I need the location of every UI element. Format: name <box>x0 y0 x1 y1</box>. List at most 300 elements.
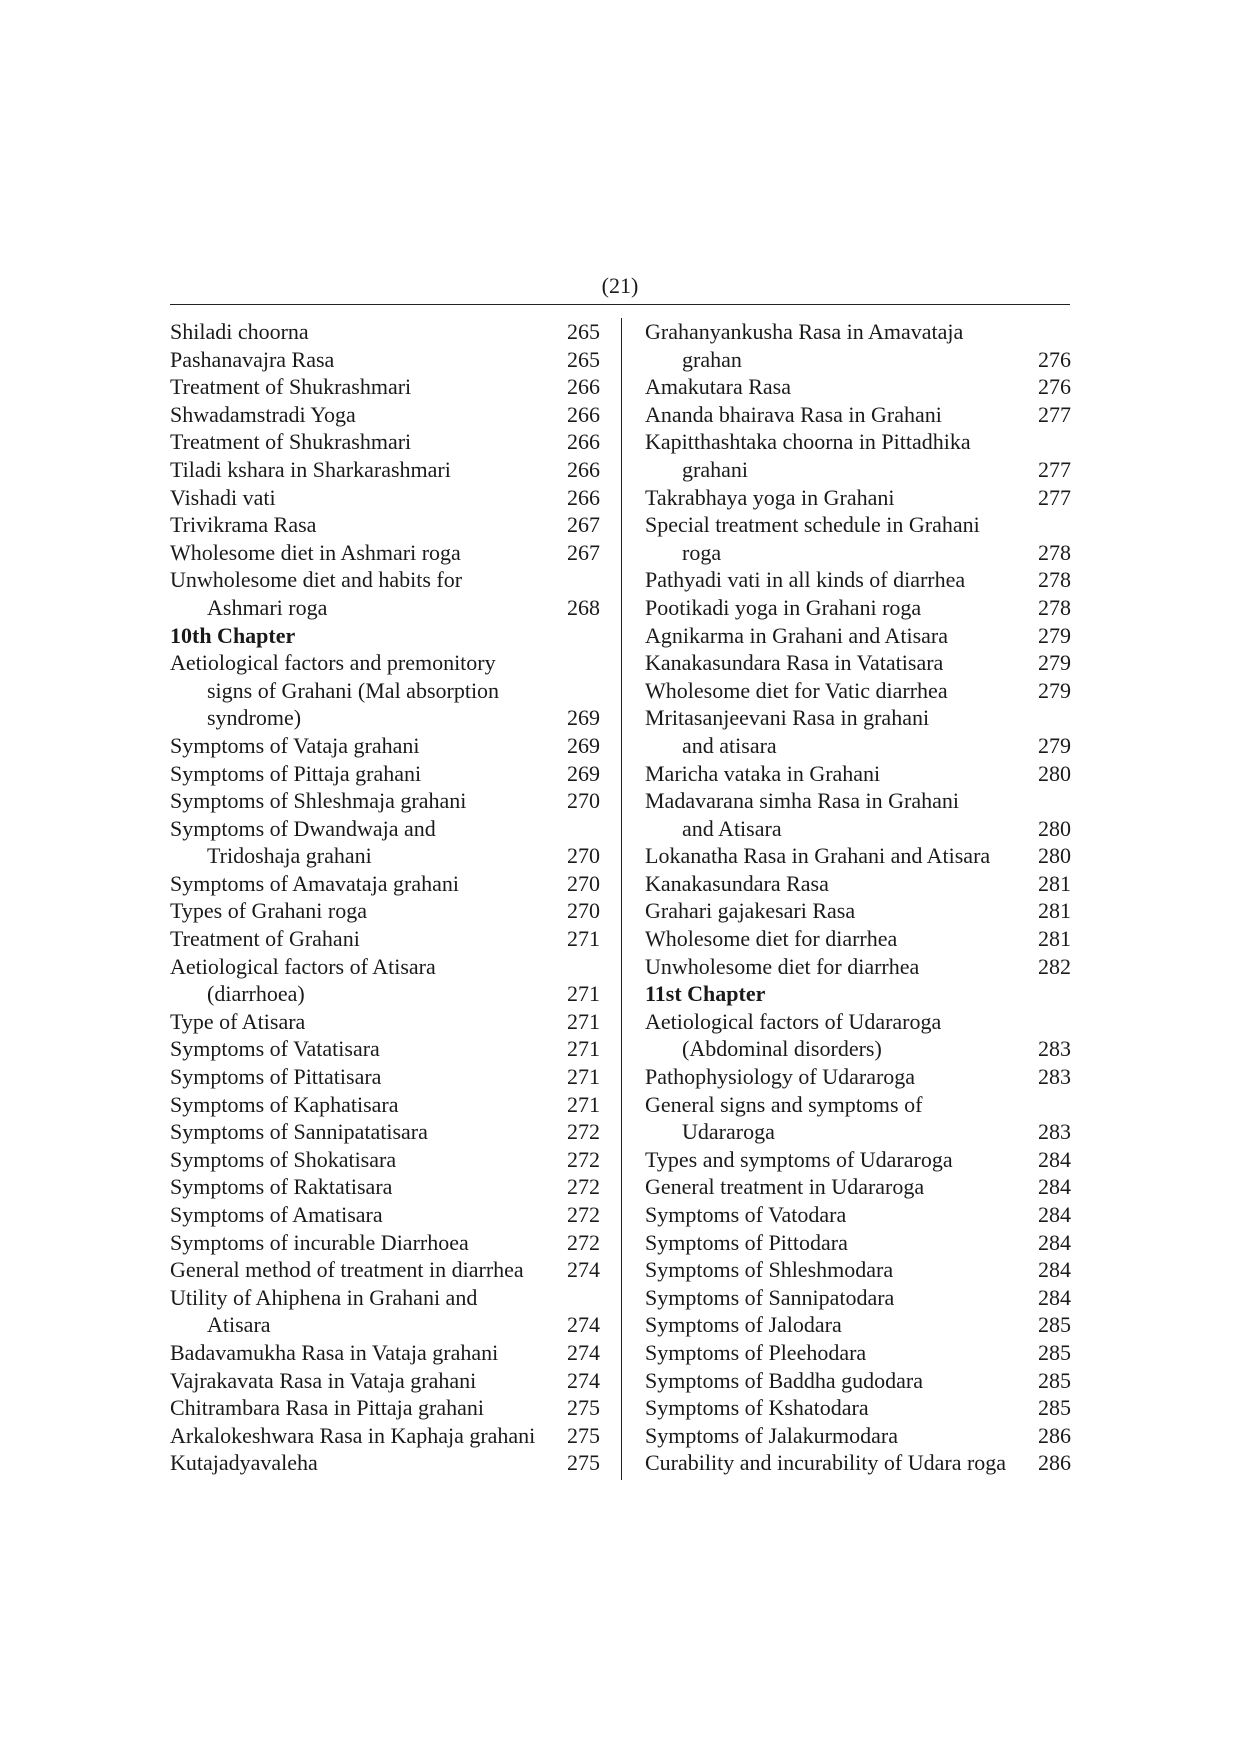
toc-entry-title <box>645 1201 1038 1229</box>
toc-entry <box>170 1339 600 1367</box>
toc-entry-title <box>645 1256 1038 1284</box>
toc-entry-line: Symptoms of Pleehodara <box>645 1339 867 1365</box>
toc-entry-line: Ananda bhairava Rasa in Grahani <box>645 401 942 427</box>
toc-entry-line: syndrome) <box>207 705 302 731</box>
toc-entry <box>645 428 1071 483</box>
toc-entry-line: Ashmari roga <box>207 594 328 620</box>
toc-entry-page: 285 <box>1038 1395 1071 1421</box>
page-number: (21) <box>601 273 639 298</box>
toc-entry-title <box>645 1173 1038 1201</box>
toc-entry-page: 279 <box>1038 677 1071 703</box>
toc-entry-page: 271 <box>567 926 600 952</box>
toc-entry-title <box>645 1063 1038 1091</box>
toc-entry <box>170 732 600 760</box>
toc-entry-line: Aetiological factors and premonitory <box>170 650 496 676</box>
toc-entry-title <box>645 566 1038 594</box>
toc-entry-line: Kapitthashtaka choorna in Pittadhika <box>645 429 971 455</box>
toc-entry-page: 284 <box>1038 1174 1071 1200</box>
toc-entry <box>170 760 600 788</box>
toc-entry-line: Vajrakavata Rasa in Vataja grahani <box>170 1367 477 1393</box>
toc-entry-title <box>170 1008 567 1036</box>
toc-entry-title <box>645 787 1038 842</box>
toc-entry <box>645 953 1071 981</box>
toc-entry <box>645 594 1071 622</box>
toc-entry <box>170 1173 600 1201</box>
toc-right-column <box>645 318 1071 1477</box>
toc-left-column <box>170 318 600 1477</box>
toc-entry-title <box>170 897 567 925</box>
toc-entry-title <box>170 787 567 815</box>
toc-entry-line: Atisara <box>207 1312 271 1338</box>
toc-entry-page: 286 <box>1038 1422 1071 1448</box>
toc-entry-line: Types of Grahani roga <box>170 898 368 924</box>
toc-entry-line: (Abdominal disorders) <box>682 1036 882 1062</box>
toc-entry-title <box>170 456 567 484</box>
toc-entry-line: Shwadamstradi Yoga <box>170 401 356 427</box>
toc-entry <box>645 760 1071 788</box>
toc-entry-title <box>645 1422 1038 1450</box>
toc-entry-title <box>645 511 1038 566</box>
toc-entry-title <box>645 870 1038 898</box>
toc-entry-line: Symptoms of Sannipatatisara <box>170 1119 428 1145</box>
toc-entry-line: Trivikrama Rasa <box>170 512 317 538</box>
toc-entry <box>170 456 600 484</box>
toc-entry-title <box>170 1449 567 1477</box>
toc-entry-title <box>645 953 1038 981</box>
toc-entry-page: 281 <box>1038 898 1071 924</box>
toc-entry <box>645 1394 1071 1422</box>
toc-entry-line: Symptoms of Shleshmodara <box>645 1257 894 1283</box>
toc-entry-page: 283 <box>1038 1064 1071 1090</box>
toc-entry-page: 269 <box>567 732 600 758</box>
toc-entry-line: 10th Chapter <box>170 622 296 648</box>
toc-entry <box>170 1229 600 1257</box>
toc-entry-page: 282 <box>1038 953 1071 979</box>
toc-entry <box>170 484 600 512</box>
toc-entry-page: 278 <box>1038 594 1071 620</box>
toc-entry <box>645 484 1071 512</box>
toc-entry-page: 278 <box>1038 539 1071 565</box>
toc-entry-page: 271 <box>567 1064 600 1090</box>
toc-entry-title <box>645 594 1038 622</box>
toc-entry-title <box>645 677 1038 705</box>
toc-entry-line: Special treatment schedule in Grahani <box>645 512 980 538</box>
toc-entry <box>170 1394 600 1422</box>
toc-entry <box>170 539 600 567</box>
toc-entry-line: Kanakasundara Rasa <box>645 870 829 896</box>
toc-entry-line: Symptoms of Kshatodara <box>645 1395 869 1421</box>
toc-entry-line: Symptoms of Kaphatisara <box>170 1091 399 1117</box>
toc-entry-page: 274 <box>567 1339 600 1365</box>
toc-entry-page: 267 <box>567 512 600 538</box>
toc-entry <box>170 401 600 429</box>
toc-entry-line: and atisara <box>682 732 777 758</box>
toc-entry-page: 280 <box>1038 843 1071 869</box>
toc-entry-page: 285 <box>1038 1339 1071 1365</box>
toc-entry <box>170 953 600 1008</box>
toc-entry-title <box>170 1035 567 1063</box>
toc-entry-title <box>170 1229 567 1257</box>
toc-entry-title <box>170 539 567 567</box>
toc-entry-line: Symptoms of Amatisara <box>170 1202 383 1227</box>
toc-entry-title <box>645 484 1038 512</box>
toc-entry-page: 283 <box>1038 1036 1071 1062</box>
toc-entry <box>645 677 1071 705</box>
toc-entry-line: roga <box>682 539 722 565</box>
toc-entry-page: 284 <box>1038 1229 1071 1255</box>
toc-entry <box>170 346 600 374</box>
toc-entry-line: Type of Atisara <box>170 1008 306 1034</box>
toc-entry <box>645 1146 1071 1174</box>
toc-entry-line: (diarrhoea) <box>207 981 305 1007</box>
toc-entry <box>170 787 600 815</box>
toc-entry <box>645 318 1071 373</box>
toc-entry-page: 265 <box>567 346 600 372</box>
toc-entry-title <box>645 842 1038 870</box>
toc-entry-line: Symptoms of Vatodara <box>645 1202 847 1227</box>
toc-entry-line: Pathyadi vati in all kinds of diarrhea <box>645 567 966 593</box>
toc-entry <box>645 511 1071 566</box>
toc-entry-page: 284 <box>1038 1146 1071 1172</box>
toc-entry-page: 270 <box>567 870 600 896</box>
toc-entry-line: Lokanatha Rasa in Grahani and Atisara <box>645 843 991 869</box>
toc-entry <box>645 1091 1071 1146</box>
toc-entry-title <box>170 1339 567 1367</box>
toc-entry-line: General treatment in Udararoga <box>645 1174 925 1200</box>
toc-entry-line: grahani <box>682 456 748 482</box>
toc-entry <box>170 1035 600 1063</box>
toc-entry-line: Pootikadi yoga in Grahani roga <box>645 594 922 620</box>
toc-entry-page: 270 <box>567 788 600 814</box>
toc-entry-page: 279 <box>1038 622 1071 648</box>
toc-entry-line: Symptoms of Vatatisara <box>170 1036 380 1062</box>
toc-entry <box>170 897 600 925</box>
toc-entry-line: Kutajadyavaleha <box>170 1450 318 1476</box>
toc-entry-title <box>170 511 567 539</box>
toc-entry-line: and Atisara <box>682 815 782 841</box>
toc-entry-line: Unwholesome diet for diarrhea <box>645 953 920 979</box>
toc-entry-page: 279 <box>1038 732 1071 758</box>
toc-entry-title <box>170 1063 567 1091</box>
toc-entry-page: 274 <box>567 1312 600 1338</box>
toc-entry-title <box>645 760 1038 788</box>
toc-entry <box>645 1256 1071 1284</box>
toc-entry-title <box>170 925 567 953</box>
toc-entry-line: Symptoms of Dwandwaja and <box>170 815 436 841</box>
toc-entry-line: Pathophysiology of Udararoga <box>645 1064 916 1090</box>
toc-entry-line: Tiladi kshara in Sharkarashmari <box>170 456 451 482</box>
toc-entry-page: 272 <box>567 1202 600 1227</box>
toc-entry-title <box>645 622 1038 650</box>
toc-entry-page: 266 <box>567 484 600 510</box>
toc-entry-title <box>170 953 567 1008</box>
toc-entry-page: 267 <box>567 539 600 565</box>
toc-entry-line: Amakutara Rasa <box>645 374 791 400</box>
toc-entry-page: 266 <box>567 401 600 427</box>
toc-entry-line: Tridoshaja grahani <box>207 843 372 869</box>
toc-entry <box>645 897 1071 925</box>
toc-entry <box>645 1311 1071 1339</box>
toc-entry-line: Symptoms of Jalakurmodara <box>645 1422 898 1448</box>
toc-entry <box>170 1091 600 1119</box>
toc-entry <box>645 1173 1071 1201</box>
toc-entry <box>645 1008 1071 1063</box>
toc-entry-title <box>170 815 567 870</box>
toc-entry-line: General method of treatment in diarrhea <box>170 1257 524 1283</box>
toc-entry-page: 270 <box>567 898 600 924</box>
toc-entry-page: 272 <box>567 1174 600 1200</box>
toc-entry-title <box>645 318 1038 373</box>
toc-entry-title <box>170 760 567 788</box>
toc-entry-title <box>170 1256 567 1284</box>
toc-entry-title <box>170 401 567 429</box>
toc-entry <box>170 428 600 456</box>
toc-entry-line: Aetiological factors of Udararoga <box>645 1008 942 1034</box>
toc-entry-page: 281 <box>1038 926 1071 952</box>
toc-entry <box>645 1367 1071 1395</box>
toc-entry-page: 275 <box>567 1422 600 1448</box>
toc-entry-line: Symptoms of Amavataja grahani <box>170 870 459 896</box>
toc-entry-line: Pashanavajra Rasa <box>170 346 335 372</box>
toc-entry-page: 284 <box>1038 1284 1071 1310</box>
toc-entry-title <box>170 649 567 732</box>
toc-entry-title <box>645 1394 1038 1422</box>
toc-entry-line: Udararoga <box>682 1119 775 1145</box>
toc-entry-page: 271 <box>567 1091 600 1117</box>
toc-entry-line: Utility of Ahiphena in Grahani and <box>170 1284 478 1310</box>
toc-entry-title <box>170 1201 567 1229</box>
toc-entry <box>645 1063 1071 1091</box>
toc-entry <box>645 1229 1071 1257</box>
toc-entry <box>170 1118 600 1146</box>
toc-entry <box>170 1146 600 1174</box>
toc-entry-title <box>645 1449 1038 1477</box>
toc-entry-page: 285 <box>1038 1312 1071 1338</box>
toc-entry-page: 286 <box>1038 1450 1071 1476</box>
toc-entry-line: Symptoms of Pittaja grahani <box>170 760 422 786</box>
toc-entry-line: Kanakasundara Rasa in Vatatisara <box>645 650 944 676</box>
toc-entry-title <box>170 1173 567 1201</box>
toc-entry-title <box>645 401 1038 429</box>
header-rule <box>170 304 1070 305</box>
toc-entry-title <box>170 1394 567 1422</box>
toc-entry <box>645 1449 1071 1477</box>
toc-entry-page: 270 <box>567 843 600 869</box>
toc-entry-line: 11st Chapter <box>645 981 766 1007</box>
toc-entry-title <box>645 1284 1038 1312</box>
toc-entry <box>170 1201 600 1229</box>
toc-entry-line: Symptoms of Pittodara <box>645 1229 848 1255</box>
toc-entry-line: Symptoms of incurable Diarrhoea <box>170 1229 469 1255</box>
toc-entry-line: Symptoms of Shleshmaja grahani <box>170 788 467 814</box>
toc-entry-line: Chitrambara Rasa in Pittaja grahani <box>170 1395 485 1421</box>
toc-entry-line: Arkalokeshwara Rasa in Kaphaja grahani <box>170 1422 536 1448</box>
toc-entry-page: 277 <box>1038 401 1071 427</box>
chapter-heading <box>170 622 600 650</box>
toc-entry-page: 279 <box>1038 650 1071 676</box>
toc-entry-page: 265 <box>567 319 600 344</box>
toc-entry-line: Agnikarma in Grahani and Atisara <box>645 622 949 648</box>
toc-entry-page: 268 <box>567 594 600 620</box>
toc-entry-title <box>645 428 1038 483</box>
toc-entry <box>170 1367 600 1395</box>
toc-entry-line: Aetiological factors of Atisara <box>170 953 436 979</box>
toc-entry-page: 280 <box>1038 815 1071 841</box>
toc-entry <box>645 870 1071 898</box>
toc-entry-page: 285 <box>1038 1367 1071 1393</box>
toc-entry <box>645 704 1071 759</box>
toc-entry <box>170 1256 600 1284</box>
toc-entry <box>170 373 600 401</box>
toc-entry <box>170 318 600 346</box>
toc-entry-page: 275 <box>567 1450 600 1476</box>
toc-entry-line: Badavamukha Rasa in Vataja grahani <box>170 1339 499 1365</box>
toc-entry-page: 266 <box>567 429 600 455</box>
toc-entry-title <box>170 1367 567 1395</box>
toc-entry-page: 272 <box>567 1146 600 1172</box>
toc-entry-title <box>645 649 1038 677</box>
toc-entry-title <box>645 1339 1038 1367</box>
toc-entry-title <box>645 1008 1038 1063</box>
toc-entry-line: Treatment of Shukrashmari <box>170 429 412 455</box>
toc-entry-page: 266 <box>567 374 600 400</box>
toc-entry <box>645 1339 1071 1367</box>
column-divider <box>621 318 622 1480</box>
toc-entry <box>170 1008 600 1036</box>
toc-entry <box>645 842 1071 870</box>
toc-entry-title <box>170 346 567 374</box>
toc-entry-line: Symptoms of Vataja grahani <box>170 732 420 758</box>
toc-entry-line: Treatment of Shukrashmari <box>170 374 412 400</box>
toc-entry-line: Symptoms of Jalodara <box>645 1312 842 1338</box>
toc-entry-page: 271 <box>567 1036 600 1062</box>
toc-entry-line: Symptoms of Baddha gudodara <box>645 1367 924 1393</box>
toc-entry-page: 269 <box>567 760 600 786</box>
toc-entry-line: Symptoms of Shokatisara <box>170 1146 397 1172</box>
toc-entry-title <box>645 1146 1038 1174</box>
toc-entry-page: 281 <box>1038 870 1071 896</box>
toc-entry-title <box>645 1091 1038 1146</box>
toc-entry-title <box>170 732 567 760</box>
toc-entry-line: Treatment of Grahani <box>170 926 360 952</box>
toc-entry-page: 284 <box>1038 1202 1071 1227</box>
toc-entry-line: Wholesome diet for diarrhea <box>645 926 898 952</box>
toc-entry-line: Types and symptoms of Udararoga <box>645 1146 953 1172</box>
toc-entry <box>645 566 1071 594</box>
toc-entry-title <box>645 373 1038 401</box>
toc-entry-title <box>645 1311 1038 1339</box>
toc-entry-page: 276 <box>1038 374 1071 400</box>
toc-entry-line: Shiladi choorna <box>170 319 309 344</box>
toc-entry-title <box>170 1146 567 1174</box>
toc-entry-page: 274 <box>567 1367 600 1393</box>
toc-entry-title <box>170 622 600 650</box>
toc-entry <box>170 815 600 870</box>
toc-entry-line: Symptoms of Pittatisara <box>170 1064 382 1090</box>
toc-entry-title <box>170 1284 567 1339</box>
toc-entry-page: 272 <box>567 1119 600 1145</box>
toc-entry <box>645 401 1071 429</box>
toc-entry-page: 280 <box>1038 760 1071 786</box>
toc-entry-page: 275 <box>567 1395 600 1421</box>
toc-entry-page: 284 <box>1038 1257 1071 1283</box>
toc-entry-title <box>645 980 1071 1008</box>
toc-entry-page: 277 <box>1038 456 1071 482</box>
toc-entry-title <box>645 704 1038 759</box>
toc-entry-line: Unwholesome diet and habits for <box>170 567 463 593</box>
toc-entry-line: Wholesome diet in Ashmari roga <box>170 539 461 565</box>
toc-entry <box>170 1422 600 1450</box>
toc-entry <box>645 622 1071 650</box>
toc-entry-line: Symptoms of Sannipatodara <box>645 1284 895 1310</box>
toc-entry-title <box>170 373 567 401</box>
toc-entry-title <box>170 1091 567 1119</box>
toc-entry <box>645 787 1071 842</box>
toc-entry-page: 277 <box>1038 484 1071 510</box>
toc-entry <box>170 511 600 539</box>
toc-entry-title <box>170 566 567 621</box>
toc-entry-page: 271 <box>567 981 600 1007</box>
toc-entry-line: Maricha vataka in Grahani <box>645 760 881 786</box>
toc-entry <box>645 1201 1071 1229</box>
toc-entry <box>170 1284 600 1339</box>
toc-entry-title <box>170 484 567 512</box>
toc-entry-title <box>645 925 1038 953</box>
toc-entry <box>170 649 600 732</box>
toc-entry-line: General signs and symptoms of <box>645 1091 923 1117</box>
toc-entry-title <box>170 318 567 346</box>
toc-entry-title <box>645 1367 1038 1395</box>
toc-entry-page: 278 <box>1038 567 1071 593</box>
toc-entry-line: Wholesome diet for Vatic diarrhea <box>645 677 948 703</box>
toc-entry <box>170 1063 600 1091</box>
toc-entry-line: signs of Grahani (Mal absorption <box>207 677 500 703</box>
toc-entry-title <box>170 428 567 456</box>
toc-entry-line: Symptoms of Raktatisara <box>170 1174 393 1200</box>
toc-entry-title <box>645 1229 1038 1257</box>
toc-entry-title <box>645 897 1038 925</box>
toc-entry-page: 271 <box>567 1008 600 1034</box>
chapter-heading <box>645 980 1071 1008</box>
toc-entry <box>170 566 600 621</box>
toc-entry <box>170 925 600 953</box>
toc-entry-line: Takrabhaya yoga in Grahani <box>645 484 895 510</box>
toc-entry-title <box>170 870 567 898</box>
toc-entry-page: 269 <box>567 705 600 731</box>
toc-entry <box>170 1449 600 1477</box>
toc-entry-line: Madavarana simha Rasa in Grahani <box>645 788 959 814</box>
toc-entry-line: Mritasanjeevani Rasa in grahani <box>645 705 930 731</box>
toc-entry-line: grahan <box>682 346 742 372</box>
toc-entry-page: 283 <box>1038 1119 1071 1145</box>
toc-entry-line: Grahanyankusha Rasa in Amavataja <box>645 319 964 344</box>
toc-entry-title <box>170 1422 567 1450</box>
toc-entry-line: Vishadi vati <box>170 484 276 510</box>
toc-entry-page: 272 <box>567 1229 600 1255</box>
toc-entry-page: 276 <box>1038 346 1071 372</box>
toc-entry-title <box>170 1118 567 1146</box>
toc-entry-page: 274 <box>567 1257 600 1283</box>
toc-entry-page: 266 <box>567 456 600 482</box>
toc-entry <box>645 649 1071 677</box>
toc-entry <box>645 373 1071 401</box>
toc-entry <box>645 1422 1071 1450</box>
toc-entry <box>170 870 600 898</box>
toc-entry-line: Grahari gajakesari Rasa <box>645 898 856 924</box>
toc-entry <box>645 1284 1071 1312</box>
toc-entry-line: Curability and incurability of Udara roga <box>645 1450 1007 1476</box>
toc-entry <box>645 925 1071 953</box>
